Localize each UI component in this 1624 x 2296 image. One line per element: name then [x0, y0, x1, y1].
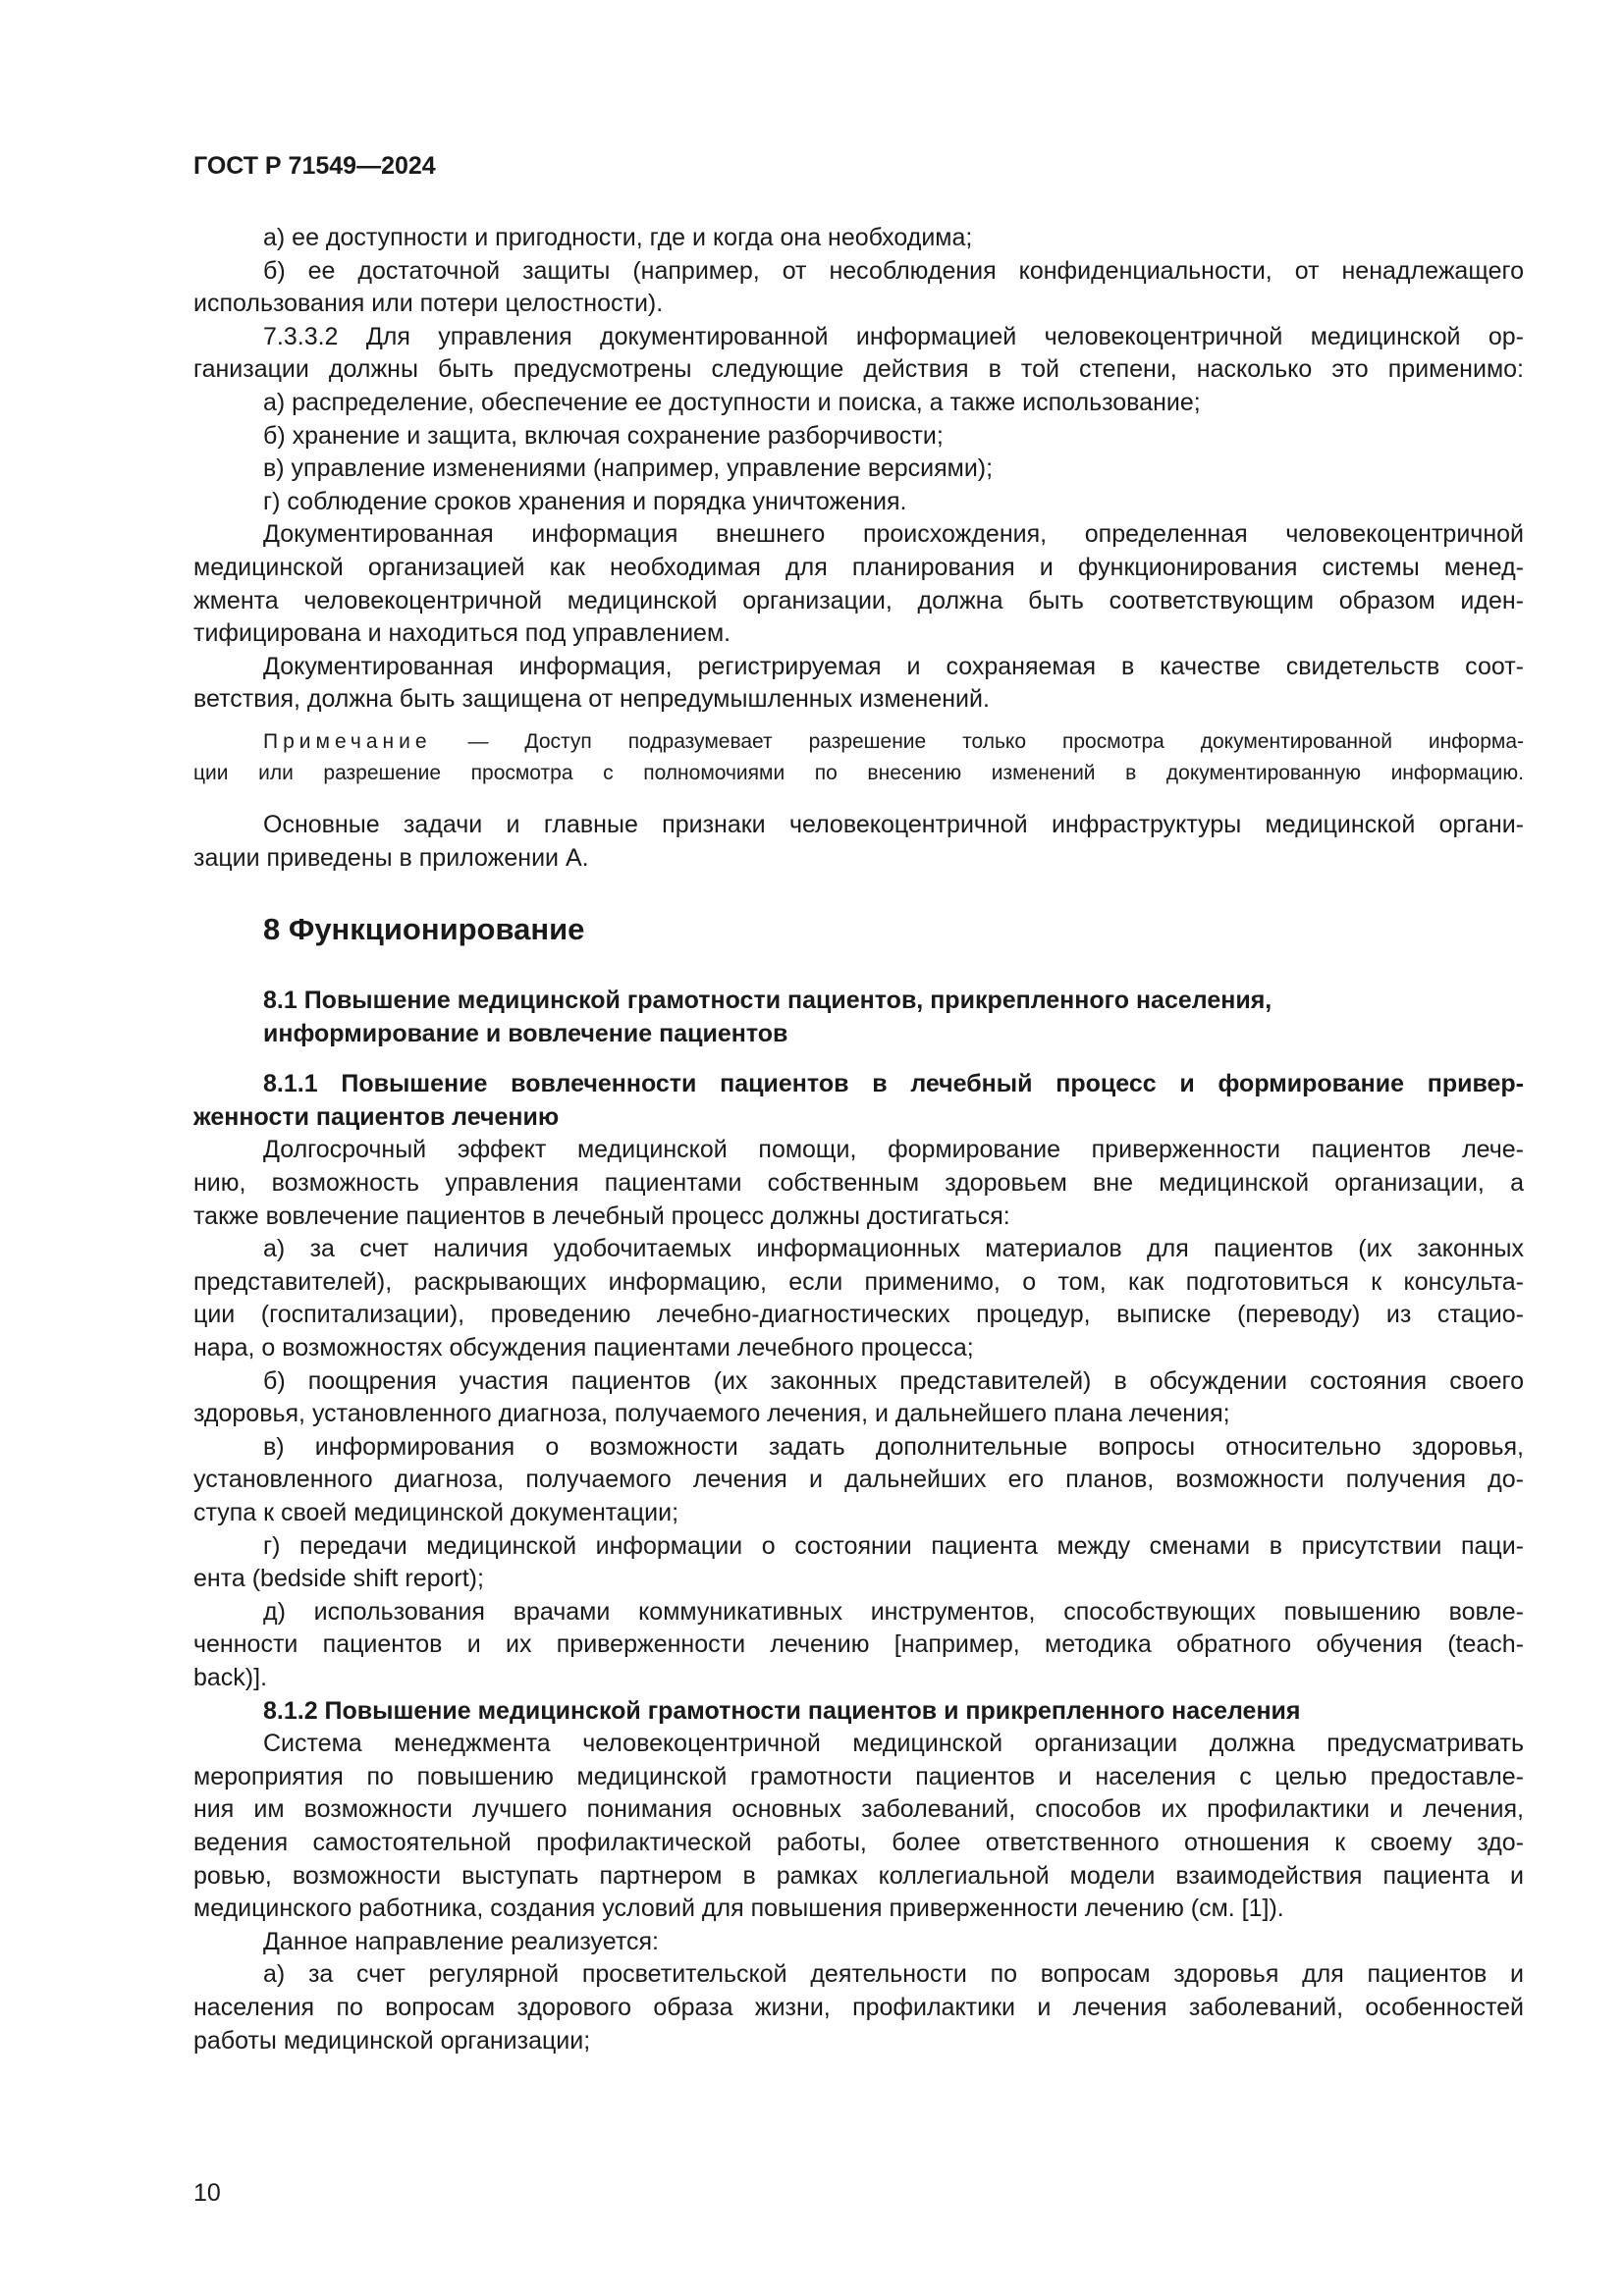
text-line: Основные задачи и главные признаки человекоцентричной инфраструктуры медицинской органи-	[263, 810, 1524, 838]
text-line: а) ее доступности и пригодности, где и когда она необходима;	[263, 224, 973, 251]
text-line: ченности пациентов и их приверженности лечению [например, методика обратного обучения (teach-	[193, 1630, 1524, 1659]
text-line: установленного диагноза, получаемого лечения и дальнейших его планов, возможности получения до-	[193, 1466, 1524, 1494]
text-line: б) ее достаточной защиты (например, от несоблюдения конфиденциальности, от ненадлежащего	[263, 256, 1524, 285]
text-line: г) передачи медицинской информации о состоянии пациента между сменами в присутствии паци-	[263, 1531, 1524, 1560]
text-line: мероприятия по повышению медицинской грамотности пациентов и населения с целью предоставле-	[193, 1762, 1524, 1790]
text-line: г) соблюдение сроков хранения и порядка уничтожения.	[263, 487, 907, 515]
section-8-heading: 8 Функционирование	[263, 912, 585, 947]
note-paragraph	[193, 726, 1524, 789]
text-line: ния им возможности лучшего понимания основных заболеваний, способов их профилактики и лечения,	[193, 1795, 1524, 1824]
text-line: представителей), раскрывающих информацию, если применимо, о том, как подготовиться к консульта-	[193, 1267, 1524, 1296]
text-line: нию, возможность управления пациентами собственным здоровьем вне медицинской организации, а	[193, 1169, 1524, 1198]
text-line: б) поощрения участия пациентов (их законных представителей) в обсуждении состояния своего	[263, 1366, 1524, 1395]
text-line: ступа к своей медицинской документации;	[193, 1499, 679, 1526]
text-line: медицинского работника, создания условий для повышения приверженности лечению (см. [1]).	[193, 1895, 1284, 1923]
text-line: Документированная информация внешнего происхождения, определенная человекоцентричной	[263, 520, 1524, 549]
page-number: 10	[193, 2179, 221, 2207]
text-line: back)].	[193, 1663, 268, 1691]
text-line: Система менеджмента человекоцентричной медицинской организации должна предусматривать	[263, 1730, 1524, 1758]
text-line: д) использования врачами коммуникативных инструментов, способствующих повышению вовле-	[263, 1597, 1524, 1626]
text-line: а) за счет наличия удобочитаемых информационных материалов для пациентов (их законных	[263, 1235, 1524, 1263]
text-line: населения по вопросам здорового образа жизни, профилактики и лечения заболеваний, особенностей	[193, 1993, 1524, 2021]
text-line: ции (госпитализации), проведению лечебно-диагностических процедур, выписке (переводу) из стацио-	[193, 1301, 1524, 1329]
text-line: использования или потери целостности).	[193, 290, 664, 318]
text-line: ветствия, должна быть защищена от непредумышленных изменений.	[193, 685, 990, 714]
text-line: а) за счет регулярной просветительской деятельности по вопросам здоровья для пациентов и	[263, 1960, 1524, 1989]
note-label: Примечание	[263, 729, 432, 753]
note-line-2: ции или разрешение просмотра с полномочиями по внесению изменений в документированную информацию.	[193, 761, 1524, 784]
text-block-documented-info	[193, 222, 1524, 717]
text-line: медицинской организацией как необходимая для планирования и функционирования системы менед-	[193, 553, 1524, 581]
text-line: б) хранение и защита, включая сохранение разборчивости;	[263, 421, 944, 450]
text-line: Документированная информация, регистрируемая и сохраняемая в качестве свидетельств соот-	[263, 652, 1524, 680]
heading-line: 8.1.2 Повышение медицинской грамотности пациентов и прикрепленного населения	[263, 1696, 1301, 1725]
text-block-annex-reference	[193, 809, 1524, 875]
text-block-section-8-1	[193, 1068, 1524, 2057]
subsection-8-1-heading	[193, 985, 1524, 1050]
subsection-8-1-line-1: 8.1 Повышение медицинской грамотности пациентов, прикрепленного населения,	[263, 987, 1272, 1015]
text-line: а) распределение, обеспечение ее доступности и поиска, а также использование;	[263, 388, 1201, 416]
page-content	[193, 222, 1524, 2057]
text-line: также вовлечение пациентов в лечебный процесс должны достигаться:	[193, 1201, 1010, 1230]
text-line: ганизации должны быть предусмотрены следующие действия в той степени, насколько это применимо:	[193, 355, 1524, 384]
heading-line: 8.1.1 Повышение вовлеченности пациентов в лечебный процесс и формирование привер-	[263, 1070, 1524, 1098]
text-line: ента (bedside shift report);	[193, 1565, 484, 1593]
text-line: 7.3.3.2 Для управления документированной информацией человекоцентричной медицинской ор-	[263, 322, 1524, 350]
text-line: работы медицинской организации;	[193, 2026, 591, 2055]
subsection-8-1-line-2: информирование и вовлечение пациентов	[263, 1019, 788, 1047]
heading-line: женности пациентов лечению	[193, 1102, 560, 1131]
note-line-1	[193, 726, 1524, 758]
text-line: здоровья, установленного диагноза, получаемого лечения, и дальнейшего плана лечения;	[193, 1400, 1230, 1428]
text-line: тифицирована и находиться под управлением.	[193, 619, 731, 648]
text-line: в) управление изменениями (например, управление версиями);	[263, 454, 994, 483]
standard-code-header: ГОСТ Р 71549—2024	[193, 152, 436, 180]
text-line: нара, о возможностях обсуждения пациентами лечебного процесса;	[193, 1334, 974, 1362]
text-line: ведения самостоятельной профилактической работы, более ответственного отношения к своему здо-	[193, 1828, 1524, 1856]
text-line: ровью, возможности выступать партнером в рамках коллегиальной модели взаимодействия пациента и	[193, 1861, 1524, 1890]
text-line: Долгосрочный эффект медицинской помощи, формирование приверженности пациентов лече-	[263, 1136, 1524, 1164]
text-line: зации приведены в приложении А.	[193, 843, 589, 872]
text-line: Данное направление реализуется:	[263, 1927, 659, 1955]
note-text: — Доступ подразумевает разрешение только просмотра документированной информа-	[431, 729, 1524, 753]
text-line: в) информирования о возможности задать дополнительные вопросы относительно здоровья,	[263, 1432, 1524, 1461]
text-line: жмента человекоцентричной медицинской организации, должна быть соответствующим образом иден-	[193, 586, 1524, 614]
